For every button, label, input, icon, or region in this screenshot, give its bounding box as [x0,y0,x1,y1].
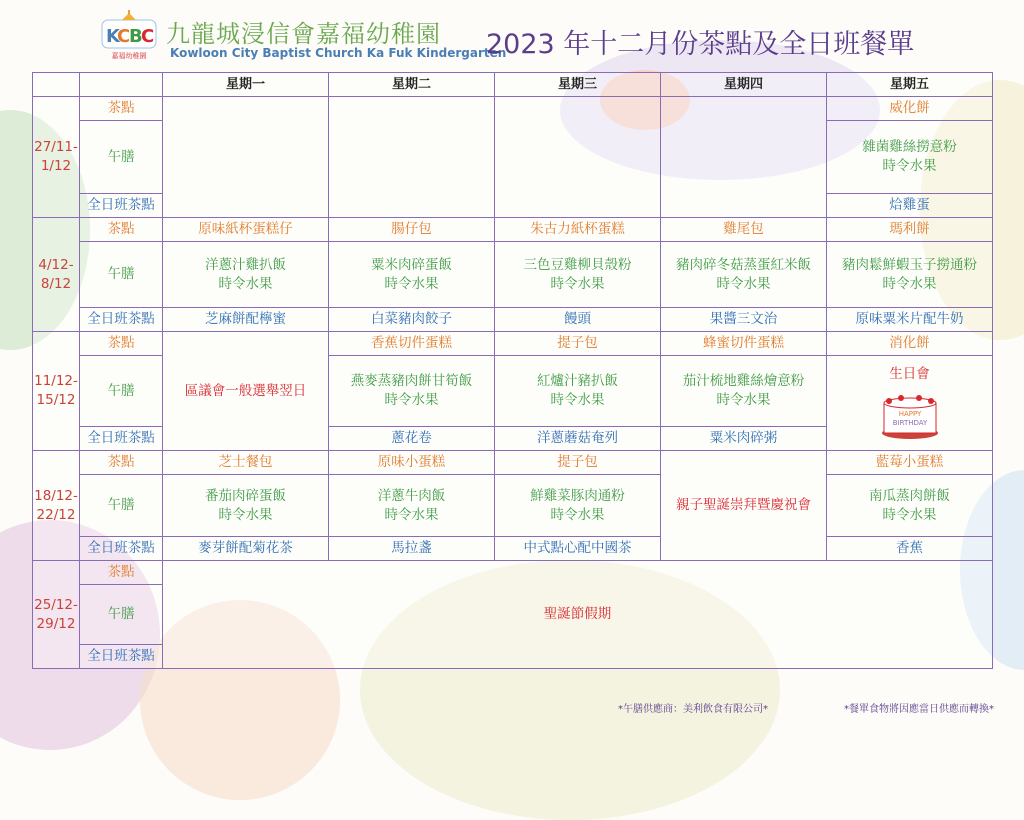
lunch-fruit: 時令水果 [384,506,439,523]
snack-cell: 藍莓小蛋糕 [827,451,993,475]
svg-text:K: K [106,26,120,47]
lunch-cell [329,242,495,308]
lunch-cell [827,242,993,308]
lunch-cell [661,242,827,308]
event-cell: 親子聖誕崇拜暨慶祝會 [661,451,827,561]
lunch-fruit: 時令水果 [384,392,439,408]
table-row [33,451,993,475]
empty-cell [329,97,495,218]
row-label-snack: 茶點 [80,97,163,121]
lunch-fruit: 時令水果 [550,275,605,292]
lunch-dish: 番茄肉碎蛋飯 [205,487,286,504]
lunch-fruit: 時令水果 [882,275,937,292]
day-header-monday: 星期一 [163,73,329,97]
supplier-note: *午膳供應商：美利飲食有限公司* [618,704,768,715]
lunch-fruit: 時令水果 [716,392,771,408]
lunch-cell [329,356,495,427]
week-dates: 18/12-22/12 [33,451,80,561]
table-row [33,332,993,356]
row-label-snack: 茶點 [80,561,163,585]
lunch-cell [163,475,329,537]
day-header-wednesday: 星期三 [495,73,661,97]
table-header-row [33,73,993,97]
svg-text:B: B [129,26,143,47]
row-label-fullday-snack: 全日班茶點 [80,537,163,561]
menu-title: 2023 年十二月份茶點及全日班餐單 [486,29,915,60]
fullday-snack-cell: 香蕉 [827,537,993,561]
holiday-cell: 聖誕節假期 [163,561,993,669]
lunch-cell [827,475,993,537]
snack-cell: 提子包 [495,332,661,356]
lunch-dish: 洋蔥牛肉飯 [377,487,446,504]
fullday-snack-cell: 麥芽餅配菊花茶 [163,537,329,561]
lunch-dish: 南瓜蒸肉餅飯 [869,487,950,504]
day-header-thursday: 星期四 [661,73,827,97]
birthday-cake-icon [879,387,941,441]
table-row [33,242,993,308]
fullday-snack-cell: 烚雞蛋 [827,194,993,218]
school-name-english: Kowloon City Baptist Church Ka Fuk Kindergarten [170,46,507,60]
row-label-snack: 茶點 [80,451,163,475]
birthday-label: 生日會 [889,366,930,382]
row-label-lunch: 午膳 [80,356,163,427]
fullday-snack-cell: 原味粟米片配牛奶 [827,308,993,332]
svg-text:C: C [117,26,131,47]
lunch-dish: 紅爐汁豬扒飯 [537,373,618,389]
lunch-fruit: 時令水果 [550,392,605,408]
table-row [33,537,993,561]
lunch-cell [495,356,661,427]
lunch-cell [827,121,993,194]
lunch-fruit: 時令水果 [716,275,771,292]
lunch-fruit: 時令水果 [550,506,605,523]
day-header-tuesday: 星期二 [329,73,495,97]
lunch-dish: 燕麥蒸豬肉餅甘筍飯 [350,373,473,389]
school-name-chinese: 九龍城浸信會嘉福幼稚園 [166,20,441,48]
lunch-fruit: 時令水果 [882,158,937,174]
lunch-fruit: 時令水果 [882,506,937,523]
snack-cell: 雞尾包 [661,218,827,242]
menu-disclaimer: *餐單食物將因應當日供應而轉換* [844,704,994,715]
menu-table [32,72,993,669]
row-label-snack: 茶點 [80,332,163,356]
corner-cell [33,73,80,97]
table-row [33,218,993,242]
row-label-fullday-snack: 全日班茶點 [80,645,163,669]
day-header-friday: 星期五 [827,73,993,97]
cake-text-line: BIRTHDAY [892,419,927,427]
week-dates: 11/12-15/12 [33,332,80,451]
fullday-snack-cell: 中式點心配中國茶 [495,537,661,561]
snack-cell: 消化餅 [827,332,993,356]
cake-text-line: HAPPY [898,410,921,418]
row-label-lunch: 午膳 [80,242,163,308]
lunch-fruit: 時令水果 [218,275,273,292]
snack-cell: 原味紙杯蛋糕仔 [163,218,329,242]
row-label-fullday-snack: 全日班茶點 [80,427,163,451]
fullday-snack-cell: 饅頭 [495,308,661,332]
table-row [33,561,993,585]
snack-cell: 腸仔包 [329,218,495,242]
page-header [0,0,1024,70]
fullday-snack-cell: 芝麻餅配檸蜜 [163,308,329,332]
lunch-dish: 雜菌雞絲撈意粉 [862,139,957,155]
lunch-dish: 三色豆雞柳貝殼粉 [523,256,632,273]
snack-cell: 威化餅 [827,97,993,121]
lunch-cell [329,475,495,537]
week-dates: 25/12-29/12 [33,561,80,669]
snack-cell: 朱古力紙杯蛋糕 [495,218,661,242]
snack-cell: 提子包 [495,451,661,475]
week-dates: 27/11-1/12 [33,97,80,218]
snack-cell: 芝士餐包 [163,451,329,475]
snack-cell: 香蕉切件蛋糕 [329,332,495,356]
snack-cell: 蜂蜜切件蛋糕 [661,332,827,356]
table-row [33,475,993,537]
lunch-fruit: 時令水果 [384,275,439,292]
logo-caption: 嘉福幼稚園 [111,52,147,60]
fullday-snack-cell: 蔥花卷 [329,427,495,451]
snack-cell: 原味小蛋糕 [329,451,495,475]
row-label-fullday-snack: 全日班茶點 [80,194,163,218]
fullday-snack-cell: 白菜豬肉餃子 [329,308,495,332]
row-label-lunch: 午膳 [80,121,163,194]
empty-cell [661,97,827,218]
lunch-dish: 粟米肉碎蛋飯 [371,256,452,273]
week-dates: 4/12-8/12 [33,218,80,332]
school-logo [98,10,160,62]
lunch-cell [495,475,661,537]
snack-cell: 瑪利餅 [827,218,993,242]
table-row [33,308,993,332]
lunch-dish: 鮮雞菜豚肉通粉 [530,487,625,504]
lunch-cell [495,242,661,308]
lunch-dish: 豬肉鬆鮮蝦玉子撈通粉 [842,256,977,273]
fullday-snack-cell: 馬拉盞 [329,537,495,561]
birthday-cell [827,356,993,451]
fullday-snack-cell: 果醬三文治 [661,308,827,332]
lunch-cell [661,356,827,427]
table-row [33,97,993,121]
corner-cell [80,73,163,97]
row-label-lunch: 午膳 [80,585,163,645]
svg-text:C: C [141,26,155,47]
row-label-lunch: 午膳 [80,475,163,537]
lunch-dish: 茄汁梳地雞絲燴意粉 [682,373,805,389]
lunch-cell [163,242,329,308]
lunch-dish: 豬肉碎冬菇蒸蛋紅米飯 [676,256,811,273]
row-label-fullday-snack: 全日班茶點 [80,308,163,332]
row-label-snack: 茶點 [80,218,163,242]
fullday-snack-cell: 洋蔥蘑菇奄列 [495,427,661,451]
fullday-snack-cell: 粟米肉碎粥 [661,427,827,451]
empty-cell [163,97,329,218]
event-cell: 區議會一般選舉翌日 [163,332,329,451]
lunch-dish: 洋蔥汁雞扒飯 [205,256,286,273]
empty-cell [495,97,661,218]
lunch-fruit: 時令水果 [218,506,273,523]
